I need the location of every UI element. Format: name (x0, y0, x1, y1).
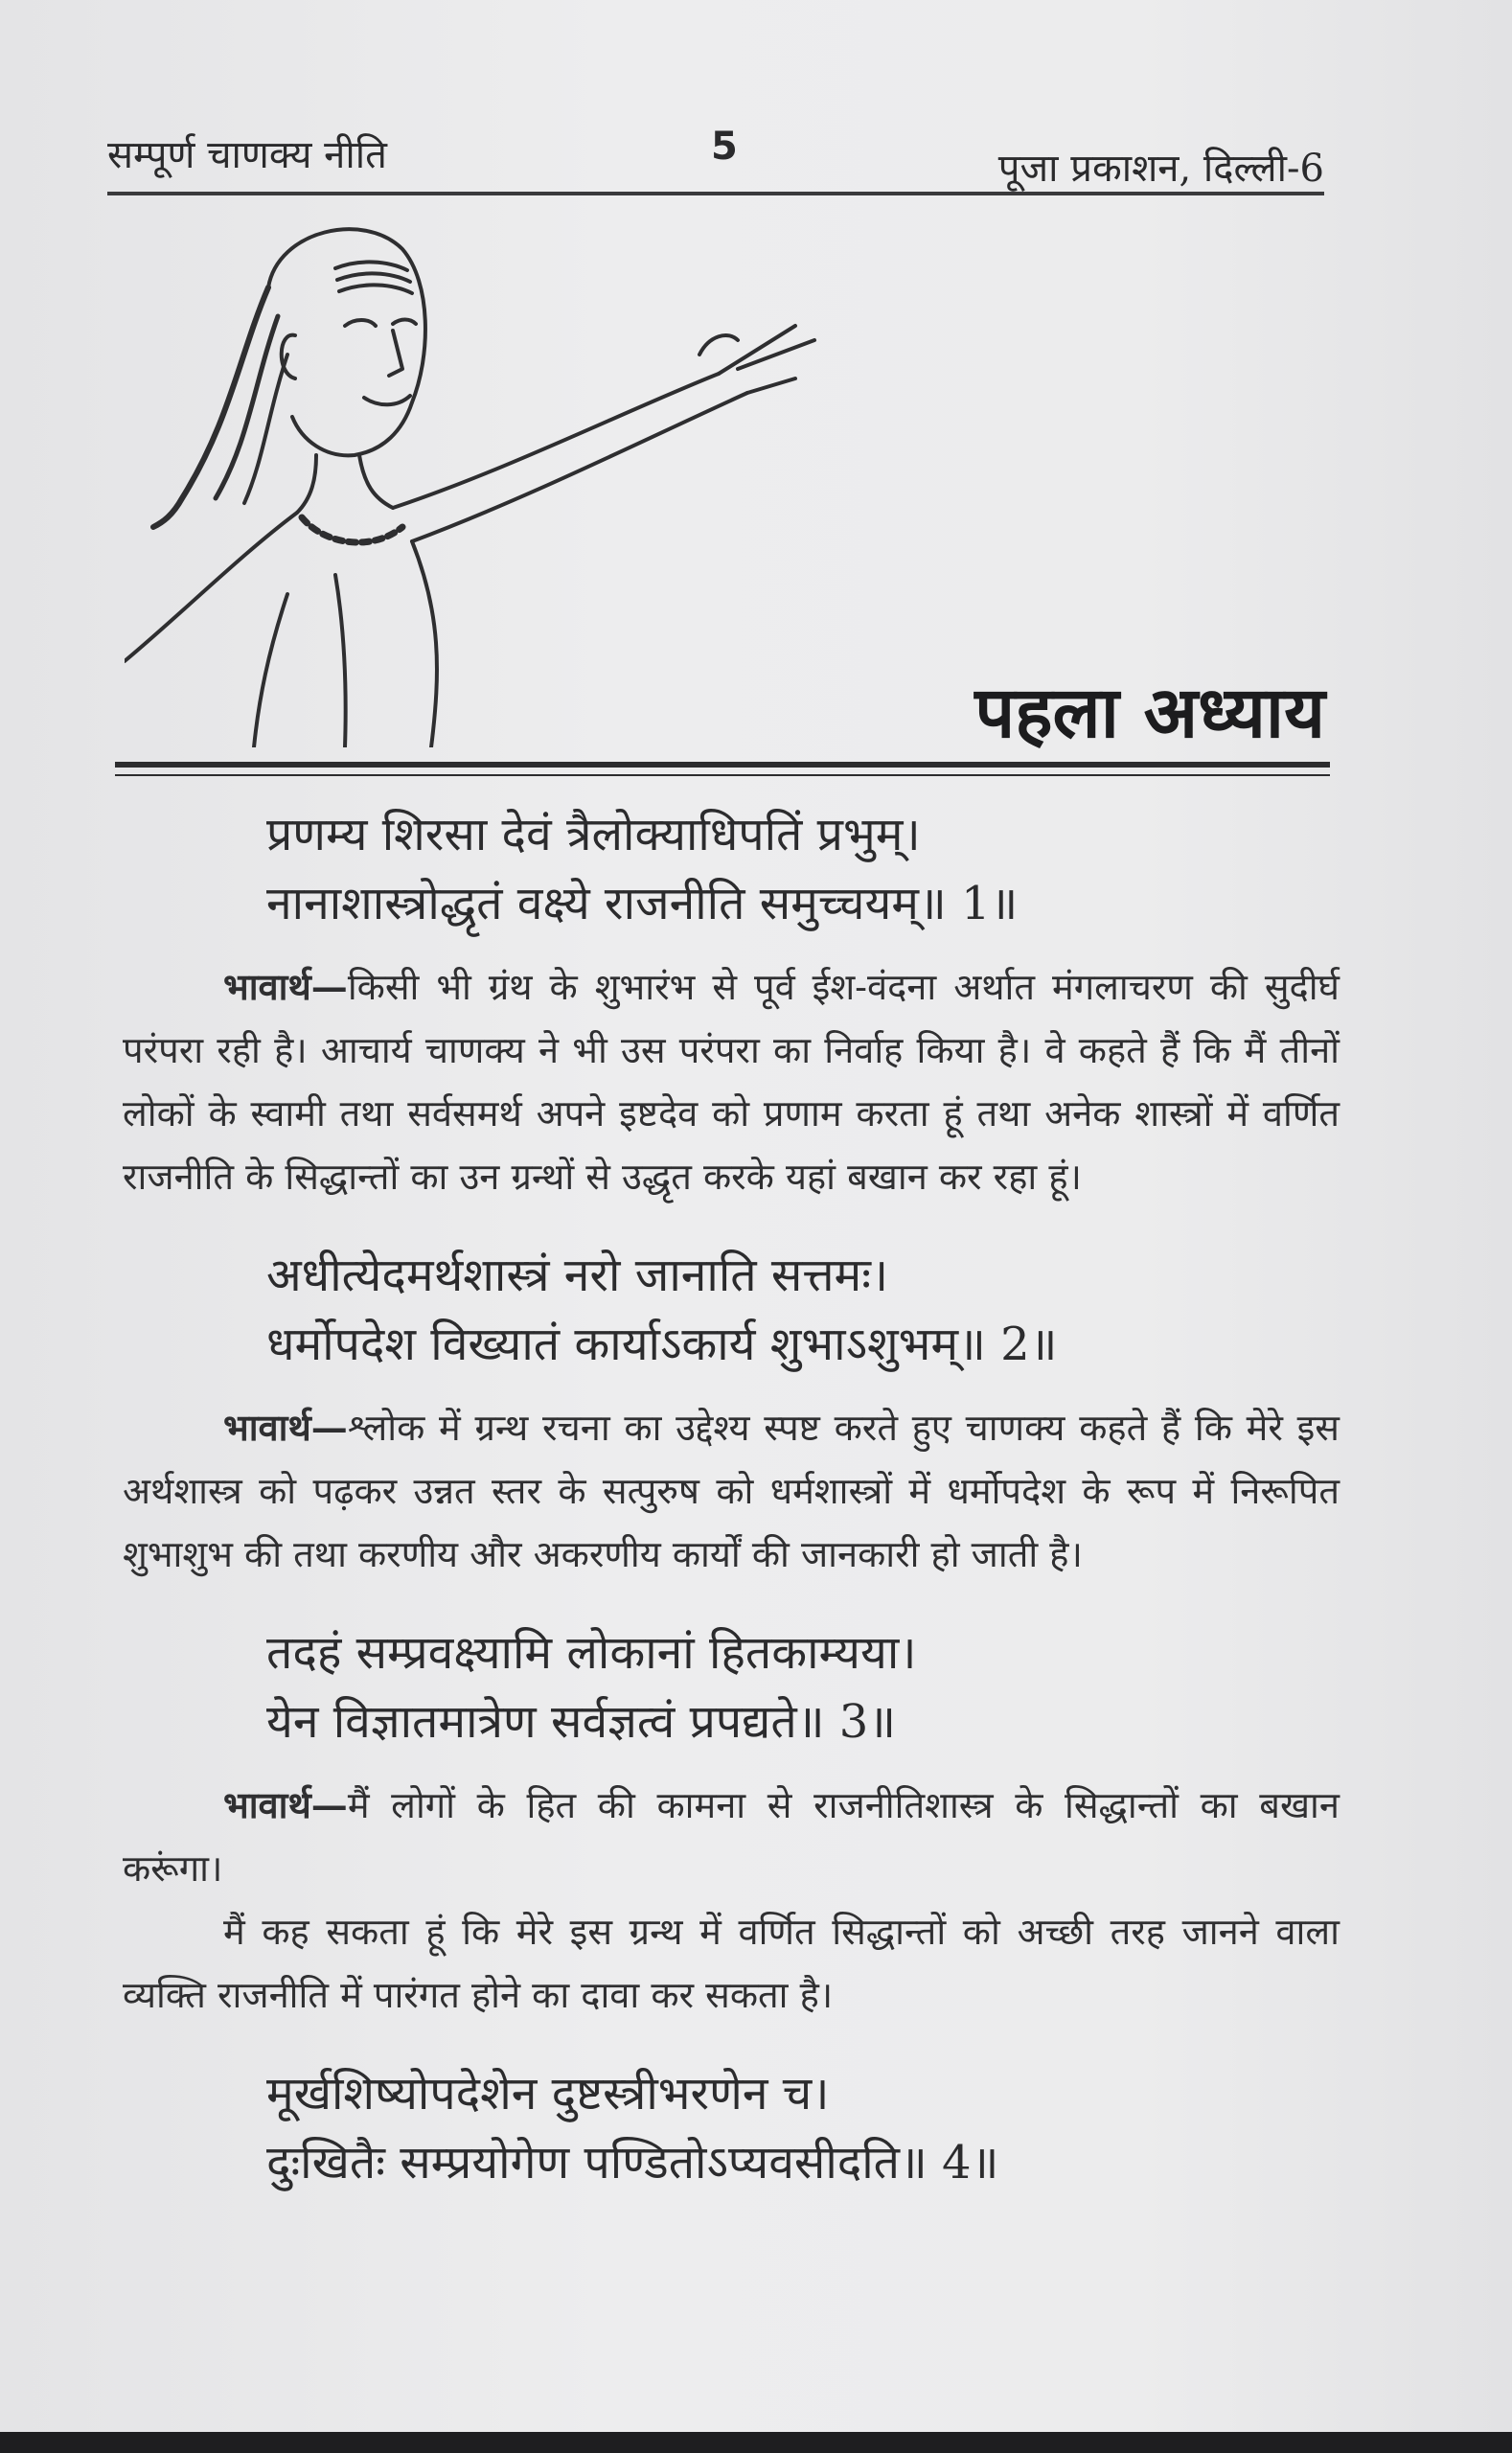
verse-line: प्रणम्य शिरसा देवं त्रैलोक्याधिपतिं प्रभुम्। (266, 808, 921, 861)
verse-4 (266, 2059, 1359, 2197)
page-content (123, 800, 1359, 2197)
chapter-divider-thin (115, 774, 1330, 776)
verse-line: तदहं सम्प्रवक्ष्यामि लोकानां हितकाम्यया। (266, 1626, 917, 1680)
page-bottom-edge (0, 2432, 1512, 2453)
verse-line: मूर्खशिष्योपदेशेन दुष्टस्त्रीभरणेन च। (266, 2067, 830, 2121)
meaning-text: श्लोक में ग्रन्थ रचना का उद्देश्य स्पष्ट करते हुए चाणक्य कहते हैं कि मेरे इस अर्थशास्त्र को पढ़कर उन्नत स्तर के सत्पुरुष को धर्मशास्त्रों में धर्मोपदेश के रूप में निरूपित शुभाशुभ की तथा करणीय और अकरणीय कार्यों की जानकारी हो जाती है। (123, 1407, 1340, 1575)
meaning-label: भावार्थ— (223, 1783, 348, 1826)
chanakya-illustration (125, 211, 853, 747)
meaning-label: भावार्थ— (223, 965, 348, 1008)
meaning-2 (123, 1396, 1340, 1586)
verse-line: अधीत्येदमर्थशास्त्रं नरो जानाति सत्तमः। (266, 1249, 889, 1302)
book-title: सम्पूर्ण चाणक्य नीति (107, 133, 387, 177)
verse-line: नानाशास्त्रोद्धृतं वक्ष्ये राजनीति समुच्चयम्॥ 1॥ (266, 877, 1019, 930)
meaning-label: भावार्थ— (223, 1406, 348, 1449)
publisher: पूजा प्रकाशन, दिल्ली-6 (997, 147, 1324, 191)
verse-line: येन विज्ञातमात्रेण सर्वज्ञत्वं प्रपद्यते॥ 3॥ (266, 1695, 897, 1749)
page-header (107, 115, 1324, 192)
meaning-text: किसी भी ग्रंथ के शुभारंभ से पूर्व ईश-वंदना अर्थात मंगलाचरण की सुदीर्घ परंपरा रही है। आचार्य चाणक्य ने भी उस परंपरा का निर्वाह किया है। वे कहते हैं कि मैं तीनों लोकों के स्वामी तथा सर्वसमर्थ अपने इष्टदेव को प्रणाम करता हूं तथा अनेक शास्त्रों में वर्णित राजनीति के सिद्धान्तों का उन ग्रन्थों से उद्धृत करके यहां बखान कर रहा हूं। (123, 966, 1340, 1198)
meaning-1 (123, 955, 1340, 1208)
meaning-text: मैं लोगों के हित की कामना से राजनीतिशास्त्र के सिद्धान्तों का बखान करूंगा। (123, 1784, 1340, 1890)
header-divider (107, 192, 1324, 195)
verse-2 (266, 1241, 1359, 1379)
verse-line: दुःखितैः सम्प्रयोगेण पण्डितोऽप्यवसीदति॥ 4॥ (266, 2136, 999, 2189)
chapter-title: पहला अध्याय (974, 672, 1325, 754)
chapter-divider-thick (115, 762, 1330, 768)
meaning-3 (123, 1774, 1340, 1900)
verse-1 (266, 800, 1359, 938)
page-number: 5 (711, 125, 738, 169)
verse-3 (266, 1618, 1359, 1756)
meaning-3-extra: मैं कह सकता हूं कि मेरे इस ग्रन्थ में वर्णित सिद्धान्तों को अच्छी तरह जानने वाला व्यक्ति राजनीति में पारंगत होने का दावा कर सकता है। (123, 1911, 1340, 2016)
verse-line: धर्मोपदेश विख्यातं कार्याऽकार्य शुभाऽशुभम्॥ 2॥ (266, 1318, 1058, 1371)
